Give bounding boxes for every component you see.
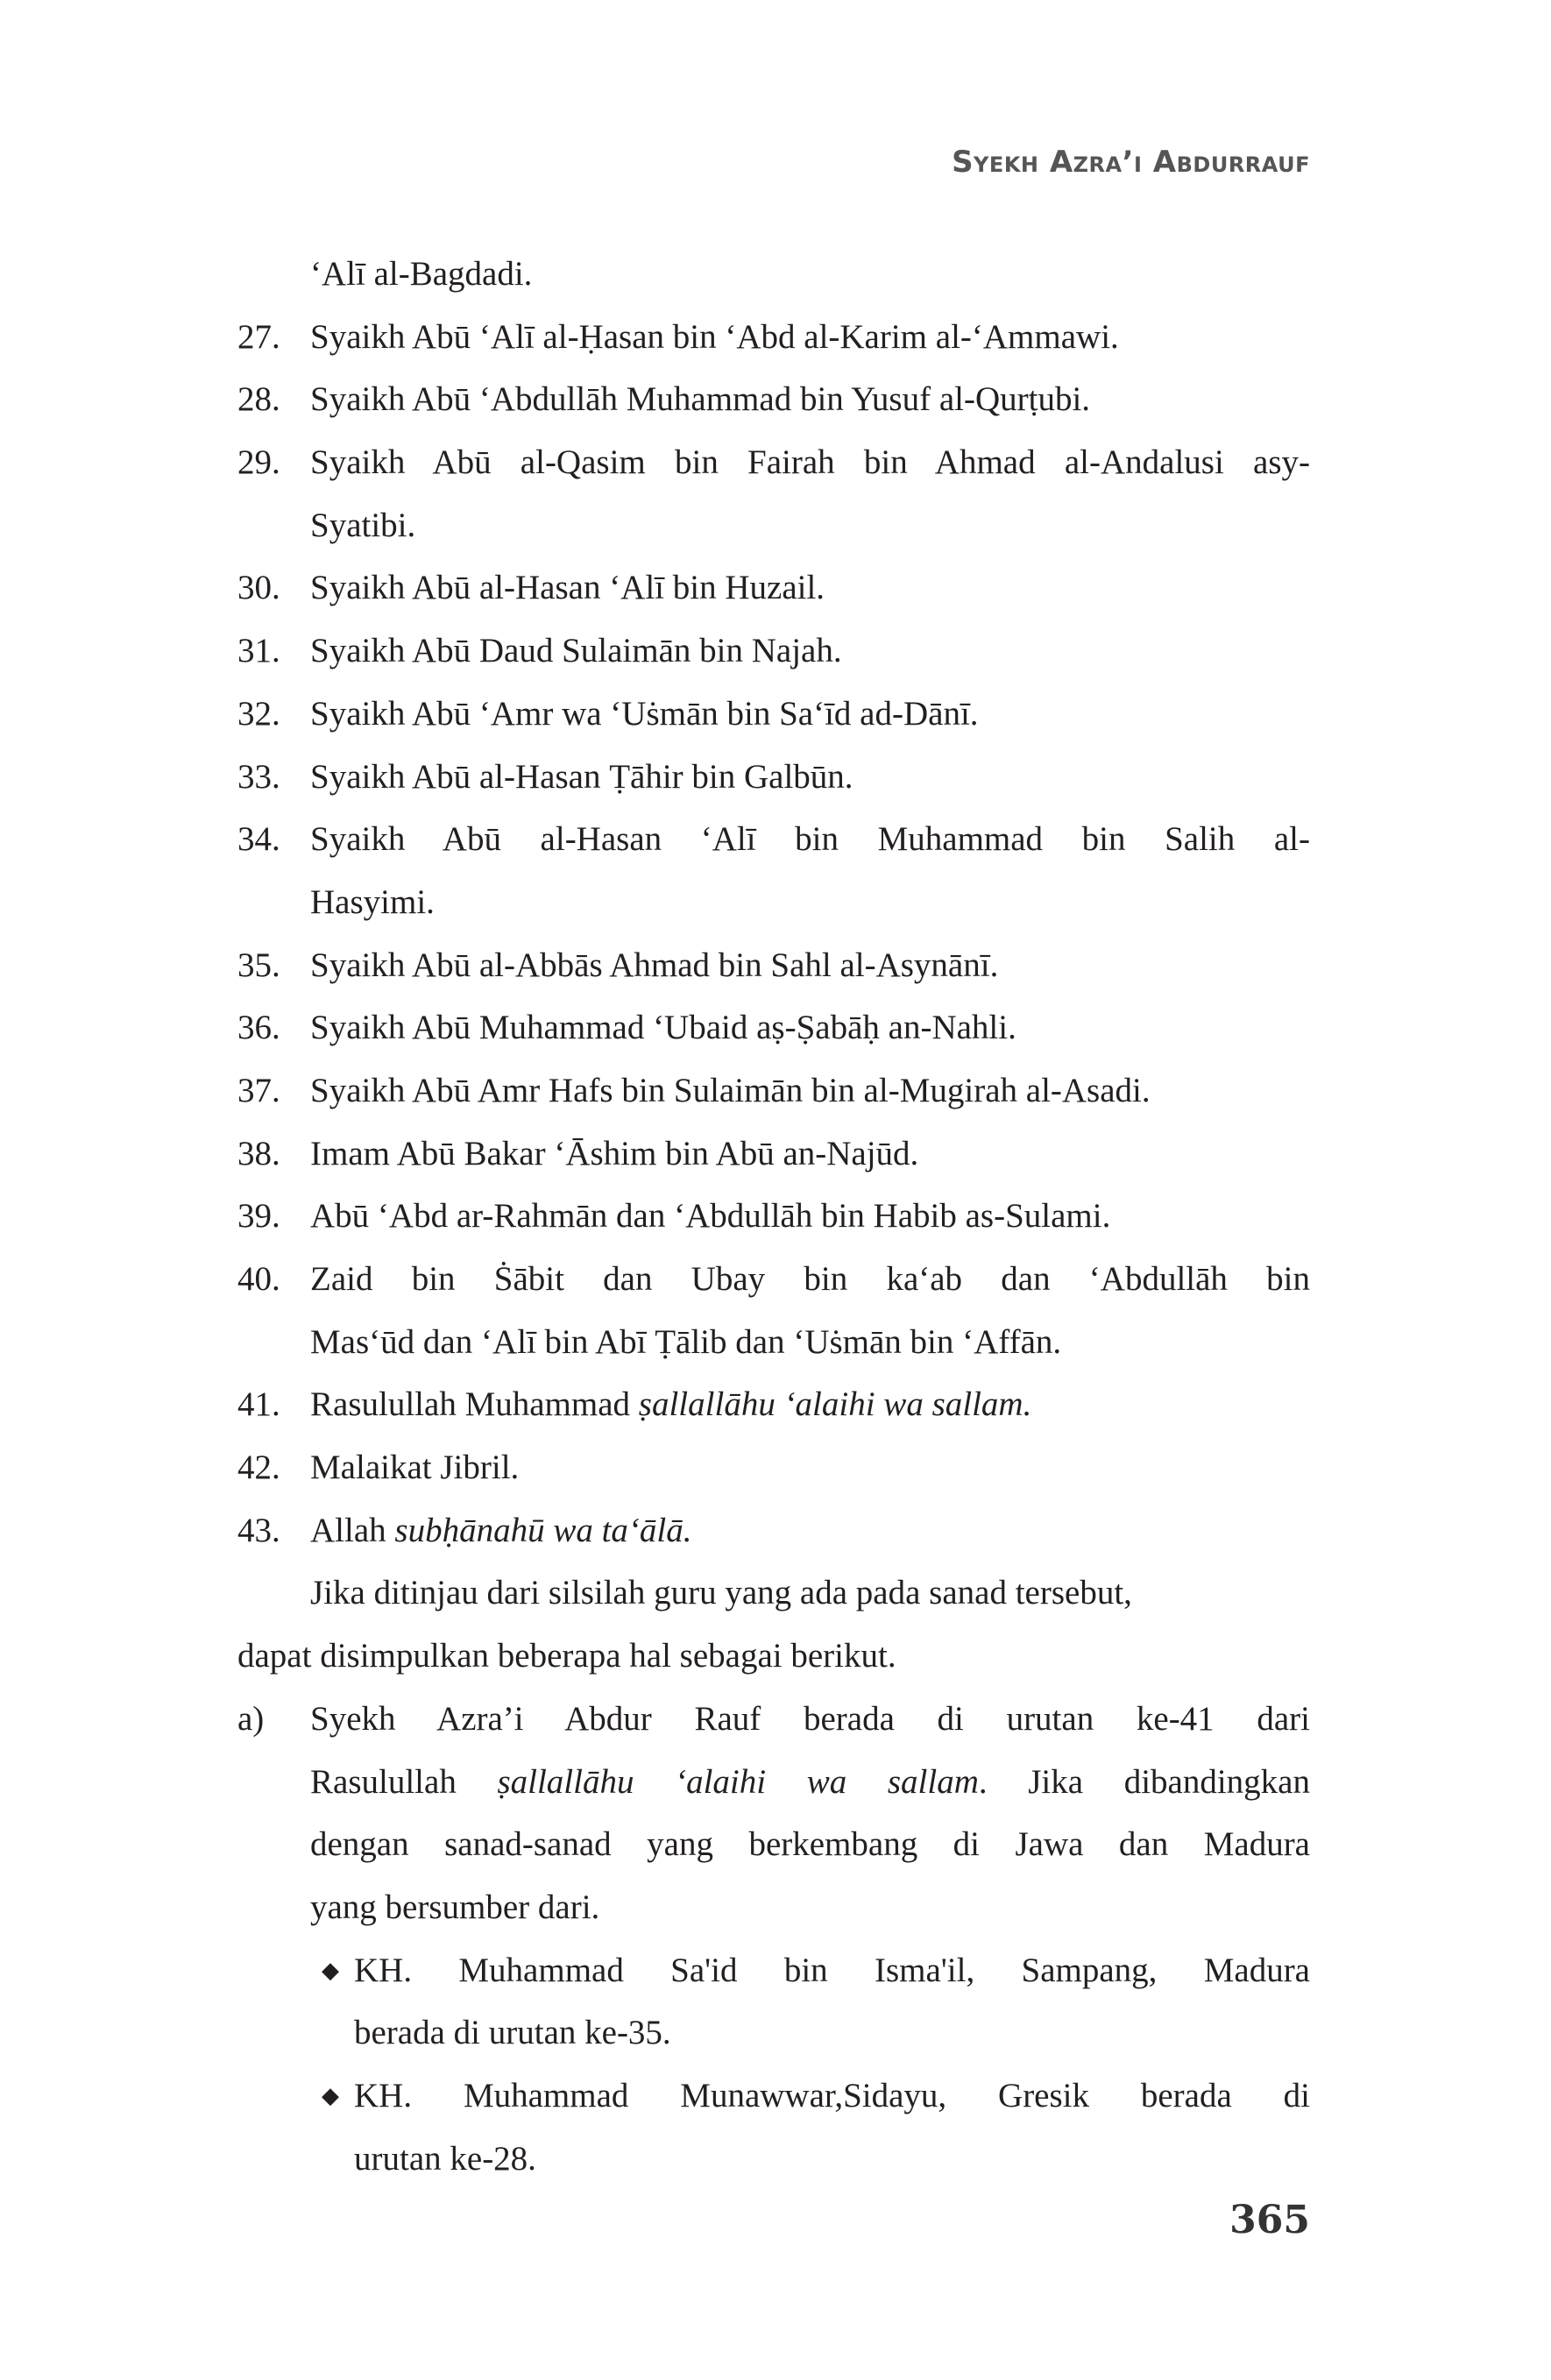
- list-number: 38.: [237, 1134, 280, 1172]
- list-item-line: [237, 746, 1310, 809]
- list-number: 40.: [237, 1260, 280, 1298]
- text-segment: Syaikh Abū Amr Hafs bin Sulaimān bin al-Mugirah al-Asadi.: [310, 1071, 1151, 1109]
- italic-text: ṣallallāhu ‘alaihi wa sallam: [497, 1762, 979, 1801]
- list-item-line: [237, 2001, 1310, 2065]
- list-item-line: [237, 2065, 1310, 2128]
- text-segment: Syaikh Abū al-Qasim bin Fairah bin Ahmad al-Andalusi asy-: [310, 443, 1310, 482]
- line-text: [310, 1876, 1310, 1939]
- diamond-bullet-icon: ◆: [322, 2082, 339, 2108]
- list-item-line: [237, 1373, 1310, 1436]
- line-text: [310, 494, 1310, 557]
- text-segment: Hasyimi.: [310, 882, 435, 921]
- list-item-line: [237, 1248, 1310, 1311]
- text-segment: Syaikh Abū ‘Amr wa ‘Uṡmān bin Sa‘īd ad-Dānī.: [310, 694, 979, 733]
- list-number: 42.: [237, 1449, 280, 1487]
- list-item-line: [237, 306, 1310, 369]
- line-text: [354, 2128, 1310, 2191]
- text-segment: Syaikh Abū Muhammad ‘Ubaid aṣ-Ṣabāḥ an-Nahli.: [310, 1009, 1016, 1047]
- line-text: [237, 1625, 1310, 1688]
- list-item-line: [237, 2128, 1310, 2191]
- list-item-line: [237, 431, 1310, 494]
- text-segment: ‘Alī al-Bagdadi.: [310, 255, 533, 293]
- list-number: 35.: [237, 946, 280, 984]
- text-segment: Allah: [310, 1511, 395, 1549]
- list-item-line: [237, 683, 1310, 746]
- running-header: Syekh Azra’i Abdurrauf: [952, 145, 1310, 180]
- paragraph-line: [237, 1625, 1310, 1688]
- list-item-line: [237, 1751, 1310, 1814]
- list-item-line: [237, 1876, 1310, 1939]
- text-segment: Abū ‘Abd ar-Rahmān dan ‘Abdullāh bin Habib as-Sulami.: [310, 1197, 1111, 1236]
- line-text: [310, 1499, 1310, 1562]
- list-item-line: [237, 1499, 1310, 1562]
- line-text: [310, 1185, 1310, 1248]
- line-text: [310, 1562, 1310, 1625]
- text-segment: Zaid bin Ṡābit dan Ubay bin ka‘ab dan ‘Abdullāh bin: [310, 1260, 1310, 1298]
- line-text: [310, 243, 1310, 306]
- line-text: [354, 2001, 1310, 2065]
- line-text: [310, 996, 1310, 1059]
- line-text: [310, 368, 1310, 431]
- line-text: [310, 306, 1310, 369]
- list-number: 39.: [237, 1197, 280, 1236]
- list-item-line: [237, 1311, 1310, 1374]
- list-number: 43.: [237, 1511, 280, 1549]
- list-number: 36.: [237, 1009, 280, 1047]
- line-text: [310, 1248, 1310, 1311]
- line-text: [310, 683, 1310, 746]
- page-body: [237, 243, 1310, 2190]
- line-text: [354, 1939, 1310, 2002]
- line-text: [310, 1436, 1310, 1499]
- list-item-line: [237, 1436, 1310, 1499]
- list-item-line: [237, 934, 1310, 997]
- line-text: [310, 746, 1310, 809]
- text-segment: Syatibi.: [310, 506, 416, 544]
- italic-text: ṣallallāhu ‘alaihi wa sallam.: [638, 1385, 1032, 1424]
- text-segment: Mas‘ūd dan ‘Alī bin Abī Ṭālib dan ‘Uṡmān bin ‘Affān.: [310, 1322, 1062, 1361]
- text-segment: Malaikat Jibril.: [310, 1449, 520, 1487]
- list-item-line: [237, 243, 1310, 306]
- text-segment: Rasulullah: [310, 1762, 498, 1801]
- text-segment: KH. Muhammad Munawwar,Sidayu, Gresik berada di: [354, 2076, 1310, 2114]
- list-item-line: [237, 1939, 1310, 2002]
- list-item-line: [237, 556, 1310, 620]
- text-segment: Syaikh Abū al-Hasan ‘Alī bin Muhammad bin Salih al-: [310, 820, 1310, 859]
- list-number: 31.: [237, 632, 280, 670]
- italic-text: subḥānahū wa ta‘ālā.: [394, 1511, 692, 1549]
- text-segment: Syaikh Abū ‘Abdullāh Muhammad bin Yusuf al-Qurṭubi.: [310, 380, 1091, 419]
- line-text: [310, 1373, 1310, 1436]
- text-segment: yang bersumber dari.: [310, 1888, 600, 1926]
- line-text: [310, 1813, 1310, 1876]
- text-segment: Imam Abū Bakar ‘Āshim bin Abū an-Najūd.: [310, 1134, 919, 1172]
- list-item-line: [237, 1123, 1310, 1186]
- text-segment: Syaikh Abū al-Hasan Ṭāhir bin Galbūn.: [310, 757, 853, 796]
- list-number: a): [237, 1699, 265, 1738]
- list-number: 33.: [237, 757, 280, 796]
- list-number: 27.: [237, 317, 280, 356]
- line-text: [310, 431, 1310, 494]
- text-segment: . Jika dibandingkan: [978, 1762, 1310, 1801]
- line-text: [310, 1751, 1310, 1814]
- list-item-line: [237, 368, 1310, 431]
- text-segment: Syaikh Abū al-Hasan ‘Alī bin Huzail.: [310, 569, 825, 607]
- text-segment: Syaikh Abū Daud Sulaimān bin Najah.: [310, 632, 842, 670]
- text-segment: Rasulullah Muhammad: [310, 1385, 639, 1424]
- text-segment: berada di urutan ke-35.: [354, 2014, 671, 2052]
- text-segment: urutan ke-28.: [354, 2139, 536, 2178]
- text-segment: KH. Muhammad Sa'id bin Isma'il, Sampang, Madura: [354, 1951, 1310, 1989]
- text-segment: dapat disimpulkan beberapa hal sebagai berikut.: [237, 1637, 896, 1675]
- line-text: [310, 620, 1310, 683]
- line-text: [310, 556, 1310, 620]
- text-segment: Syaikh Abū ‘Alī al-Ḥasan bin ‘Abd al-Karim al-‘Ammawi.: [310, 317, 1119, 356]
- list-item-line: [237, 620, 1310, 683]
- line-text: [310, 1311, 1310, 1374]
- text-segment: Jika ditinjau dari silsilah guru yang ada pada sanad tersebut,: [310, 1574, 1132, 1612]
- text-segment: Syekh Azra’i Abdur Rauf berada di urutan ke-41 dari: [310, 1699, 1310, 1738]
- line-text: [354, 2065, 1310, 2128]
- list-item-line: [237, 871, 1310, 934]
- list-number: 30.: [237, 569, 280, 607]
- line-text: [310, 871, 1310, 934]
- line-text: [310, 934, 1310, 997]
- list-item-line: [237, 1688, 1310, 1751]
- diamond-bullet-icon: ◆: [322, 1957, 339, 1983]
- text-segment: dengan sanad-sanad yang berkembang di Jawa dan Madura: [310, 1825, 1310, 1864]
- list-item-line: [237, 1813, 1310, 1876]
- page-number: 365: [1229, 2198, 1310, 2242]
- list-item-line: [237, 494, 1310, 557]
- line-text: [310, 808, 1310, 871]
- line-text: [310, 1123, 1310, 1186]
- line-text: [310, 1688, 1310, 1751]
- list-number: 37.: [237, 1071, 280, 1109]
- list-number: 28.: [237, 380, 280, 419]
- list-number: 32.: [237, 694, 280, 733]
- list-item-line: [237, 996, 1310, 1059]
- line-text: [310, 1059, 1310, 1123]
- list-number: 29.: [237, 443, 280, 482]
- text-segment: Syaikh Abū al-Abbās Ahmad bin Sahl al-Asynānī.: [310, 946, 999, 984]
- list-item-line: [237, 1059, 1310, 1123]
- list-number: 41.: [237, 1385, 280, 1424]
- list-number: 34.: [237, 820, 280, 859]
- list-item-line: [237, 1185, 1310, 1248]
- list-item-line: [237, 808, 1310, 871]
- paragraph-line: [237, 1562, 1310, 1625]
